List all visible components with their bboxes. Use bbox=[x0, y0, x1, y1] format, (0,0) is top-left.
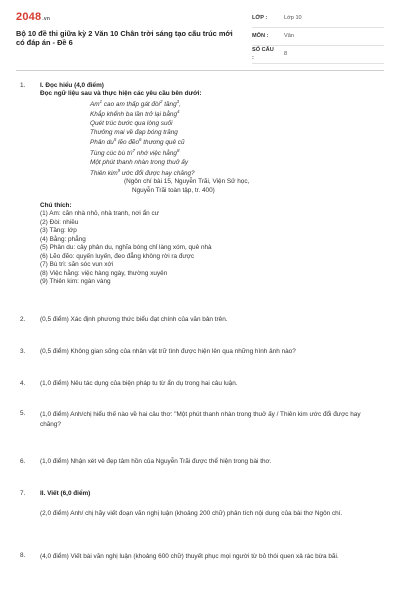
info-value: Lớp 10 bbox=[284, 14, 302, 21]
note-item: (5) Phân du: cây phân du, nghĩa bóng chỉ làng xóm, quê nhà bbox=[40, 244, 212, 252]
instruction: Đọc ngữ liệu sau và thực hiện các yêu cầu bên dưới: bbox=[40, 90, 202, 98]
info-label: SỐ CÂU : bbox=[252, 47, 274, 61]
footnote-marker: 5 bbox=[113, 137, 117, 143]
footnote-marker: 7 bbox=[132, 148, 136, 154]
info-row-subject bbox=[252, 28, 384, 46]
poem-text: Quét trúc bước qua lòng suối bbox=[90, 120, 173, 128]
question-number: 8. bbox=[20, 552, 26, 559]
info-label: LỚP : bbox=[252, 14, 268, 21]
note-item: (1) Am: căn nhà nhỏ, nhà tranh, nơi ẩn cư bbox=[40, 210, 159, 218]
notes-list bbox=[40, 210, 380, 287]
note-item: (6) Lẽo đẽo: quyến luyến, đeo đẳng không rời ra được bbox=[40, 252, 195, 260]
poem-text: lẽo đẽo bbox=[116, 139, 140, 147]
note-item: (7) Bù trì: săn sóc vun xới bbox=[40, 261, 114, 269]
notes-heading: Chú thích: bbox=[40, 201, 72, 209]
info-row-class bbox=[252, 10, 384, 28]
poem-text: cao am thấp gát đòi bbox=[102, 100, 160, 108]
question-body bbox=[40, 82, 380, 287]
poem-line bbox=[90, 159, 380, 168]
section-heading: I. Đọc hiểu (4,0 điểm) bbox=[40, 82, 104, 89]
footnote-marker: 2 bbox=[159, 98, 163, 104]
footnote-marker: 3 bbox=[176, 98, 180, 104]
question-number: 1. bbox=[20, 82, 26, 89]
question-number: 3. bbox=[20, 348, 26, 355]
site-logo[interactable] bbox=[16, 10, 50, 24]
source-line: Nguyễn Trãi toàn tập, tr. 400) bbox=[132, 187, 215, 195]
question-text: (0,5 điểm) Không gian sống của nhân vật trữ tình được hiện lên qua những hình ảnh nào? bbox=[40, 348, 296, 355]
question-text: (1,0 điểm) Nhận xét vẻ đẹp tâm hồn của Nguyễn Trãi được thể hiện trong bài thơ. bbox=[40, 458, 272, 465]
poem-line bbox=[90, 137, 380, 148]
poem-text: Thiên kim bbox=[90, 169, 118, 177]
question-number: 2. bbox=[20, 316, 26, 323]
question-text: (0,5 điểm) Xác định phương thức biểu đạt chính của văn bản trên. bbox=[40, 316, 228, 323]
footnote-marker: 8 bbox=[176, 148, 180, 154]
question-7 bbox=[20, 490, 380, 519]
poem-line bbox=[90, 168, 380, 179]
question-number: 6. bbox=[20, 458, 26, 465]
question-1 bbox=[20, 82, 380, 287]
poem-text: Phân du bbox=[90, 139, 114, 147]
question-text: (1,0 điểm) Nêu tác dụng của biện pháp tu từ ẩn dụ trong hai câu luận. bbox=[40, 380, 238, 387]
header-divider bbox=[16, 70, 384, 71]
document-header bbox=[16, 10, 384, 68]
note-item: (3) Tầng: lớp bbox=[40, 227, 77, 235]
question-4 bbox=[20, 380, 380, 388]
poem bbox=[90, 99, 380, 179]
footnote-marker: 1 bbox=[99, 98, 103, 104]
poem-text: thương quê cũ bbox=[141, 139, 185, 147]
question-2 bbox=[20, 316, 380, 324]
question-3 bbox=[20, 348, 380, 356]
poem-text: Am bbox=[90, 100, 100, 108]
source-line: (Ngôn chí bài 15, Nguyễn Trãi, Viện Sử học, bbox=[124, 178, 250, 186]
footnote-marker: 9 bbox=[117, 167, 121, 173]
question-8 bbox=[20, 552, 380, 562]
info-label: MÔN : bbox=[252, 32, 269, 39]
poem-line bbox=[90, 99, 380, 110]
poem-text: Thưởng mai về đạp bóng trăng bbox=[90, 128, 178, 136]
question-6 bbox=[20, 458, 380, 466]
poem-text: Một phút thanh nhàn trong thuở ấy bbox=[90, 159, 189, 166]
question-number: 4. bbox=[20, 380, 26, 387]
info-value: 8 bbox=[284, 50, 288, 57]
note-item: (4) Bằng: phẳng bbox=[40, 235, 86, 243]
poem-source bbox=[124, 178, 380, 195]
poem-line bbox=[90, 120, 380, 129]
question-text: (1,0 điểm) Anh/chị hiểu thế nào về hai câu thơ: "Một phút thanh nhàn trong thuở ấy / Thiên kim ước đổi được hay chăng? bbox=[40, 411, 361, 428]
question-number: 5. bbox=[20, 410, 26, 417]
section-heading: II. Viết (6,0 điểm) bbox=[40, 490, 91, 497]
poem-text: ước đổi được hay chăng? bbox=[120, 169, 195, 177]
poem-text: Tùng cúc bù trì bbox=[90, 150, 133, 158]
poem-text: Khắp khểnh ba lần trở lại bằng bbox=[90, 111, 178, 119]
poem-line bbox=[90, 148, 380, 159]
question-body bbox=[40, 490, 380, 519]
note-item: (8) Việc hằng: việc hàng ngày, thường xuyên bbox=[40, 269, 168, 277]
note-item: (2) Đòi: nhiều bbox=[40, 218, 79, 226]
document-title: Bộ 10 đề thi giữa kỳ 2 Văn 10 Chân trời sáng tạo cấu trúc mới có đáp án - Đề 6 bbox=[16, 29, 233, 48]
question-number: 7. bbox=[20, 490, 26, 497]
question-text: (2,0 điểm) Anh/ chị hãy viết đoạn văn nghị luận (khoảng 200 chữ) phân tích nội dung của bài thơ Ngôn chí. bbox=[40, 510, 343, 518]
logo-main: 2048 bbox=[16, 11, 42, 23]
info-table bbox=[252, 10, 384, 64]
poem-text: , bbox=[179, 100, 181, 108]
poem-text: tầng bbox=[162, 100, 177, 108]
logo-sub: .vn bbox=[42, 16, 51, 22]
poem-line bbox=[90, 109, 380, 120]
footnote-marker: 6 bbox=[139, 137, 142, 143]
info-row-count bbox=[252, 46, 384, 64]
poem-line bbox=[90, 129, 380, 138]
poem-text: nhớ việc hằng bbox=[135, 150, 177, 158]
note-item: (9) Thiên kim: ngàn vàng bbox=[40, 278, 111, 286]
info-value: Văn bbox=[284, 32, 294, 39]
footnote-marker: 4 bbox=[177, 109, 180, 115]
question-text: (4,0 điểm) Viết bài văn nghị luận (khoảng 600 chữ) thuyết phục mọi người từ bỏ thói quen xả rác bừa bãi. bbox=[40, 553, 339, 560]
question-5 bbox=[20, 410, 380, 430]
